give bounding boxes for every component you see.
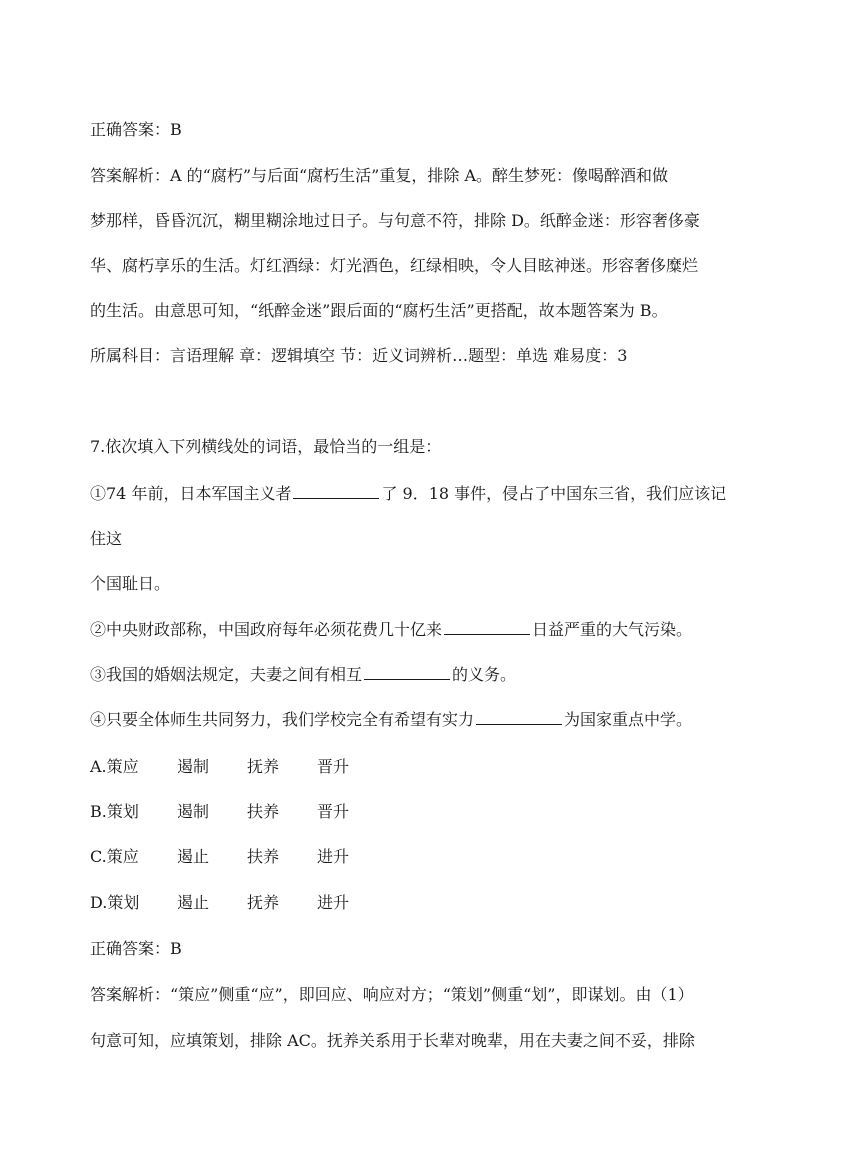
option-a-word-3: 晋升 — [317, 757, 350, 776]
q7-s2-before: ②中央财政部称，中国政府每年必须花费几十亿来 — [90, 620, 443, 639]
q7-s1-line3: 个国耻日。 — [90, 574, 171, 593]
q6-analysis-line-1: 答案解析：A 的“腐朽”与后面“腐朽生活”重复，排除 A。醉生梦死：像喝醉酒和做 — [90, 166, 669, 185]
q6-analysis-line-4: 的生活。由意思可知，“纸醉金迷”跟后面的“腐朽生活”更搭配，故本题答案为 B。 — [90, 301, 668, 320]
q6-analysis-line-2: 梦那样，昏昏沉沉，糊里糊涂地过日子。与句意不符，排除 D。纸醉金迷：形容奢侈豪 — [90, 211, 700, 230]
option-c-word-2: 扶养 — [247, 847, 280, 866]
q6-meta: 所属科目：言语理解 章：逻辑填空 节：近义词辨析…题型：单选 难易度：3 — [90, 346, 628, 365]
option-a — [90, 757, 387, 777]
q7-stem: 7.依次填入下列横线处的词语，最恰当的一组是： — [90, 437, 442, 456]
q7-s4-before: ④只要全体师生共同努力，我们学校完全有希望有实力 — [90, 710, 475, 729]
q6-analysis-line-3: 华、腐朽享乐的生活。灯红酒绿：灯光酒色，红绿相映，令人目眩神迷。形容奢侈糜烂 — [90, 256, 699, 275]
option-d-word-3: 进升 — [317, 893, 350, 912]
option-a-word-1: 遏制 — [177, 757, 210, 776]
q7-answer: 正确答案：B — [90, 939, 182, 958]
q7-sentence-4 — [90, 710, 692, 730]
fill-blank-3 — [364, 665, 450, 680]
option-d — [90, 893, 387, 913]
fill-blank-4 — [476, 710, 562, 725]
q7-s2-after: 日益严重的大气污染。 — [532, 620, 693, 639]
option-d-word-2: 抚养 — [247, 893, 280, 912]
option-b-label: B.策划 — [90, 802, 139, 821]
q7-s4-after: 为国家重点中学。 — [564, 710, 693, 729]
option-a-word-2: 抚养 — [247, 757, 280, 776]
option-b — [90, 802, 387, 822]
fill-blank-2 — [444, 620, 530, 635]
q7-analysis-line-1: 答案解析：“策应”侧重“应”，即回应、响应对方；“策划”侧重“划”，即谋划。由（1） — [90, 985, 694, 1004]
q7-sentence-2 — [90, 620, 692, 640]
option-c-word-3: 进升 — [317, 847, 350, 866]
option-d-label: D.策划 — [90, 893, 140, 912]
q7-sentence-3 — [90, 665, 516, 685]
q7-analysis-line-2: 句意可知，应填策划，排除 AC。抚养关系用于长辈对晚辈，用在夫妻之间不妥，排除 — [90, 1031, 695, 1050]
option-b-word-3: 晋升 — [317, 802, 350, 821]
option-c-label: C.策应 — [90, 847, 139, 866]
option-d-word-1: 遏止 — [177, 893, 210, 912]
q7-s1-before: ①74 年前，日本军国主义者 — [90, 484, 292, 503]
q7-s3-before: ③我国的婚姻法规定，夫妻之间有相互 — [90, 665, 363, 684]
q7-s3-after: 的义务。 — [452, 665, 517, 684]
option-c-word-1: 遏止 — [177, 847, 210, 866]
option-b-word-2: 扶养 — [247, 802, 280, 821]
option-b-word-1: 遏制 — [177, 802, 210, 821]
q7-s1-line2: 住这 — [90, 529, 123, 548]
fill-blank-1 — [293, 484, 379, 499]
option-c — [90, 847, 387, 867]
option-a-label: A.策应 — [90, 757, 139, 776]
q7-sentence-1 — [90, 484, 726, 504]
q6-answer: 正确答案：B — [90, 120, 182, 139]
q7-s1-after: 了 9．18 事件，侵占了中国东三省，我们应该记 — [381, 484, 727, 503]
